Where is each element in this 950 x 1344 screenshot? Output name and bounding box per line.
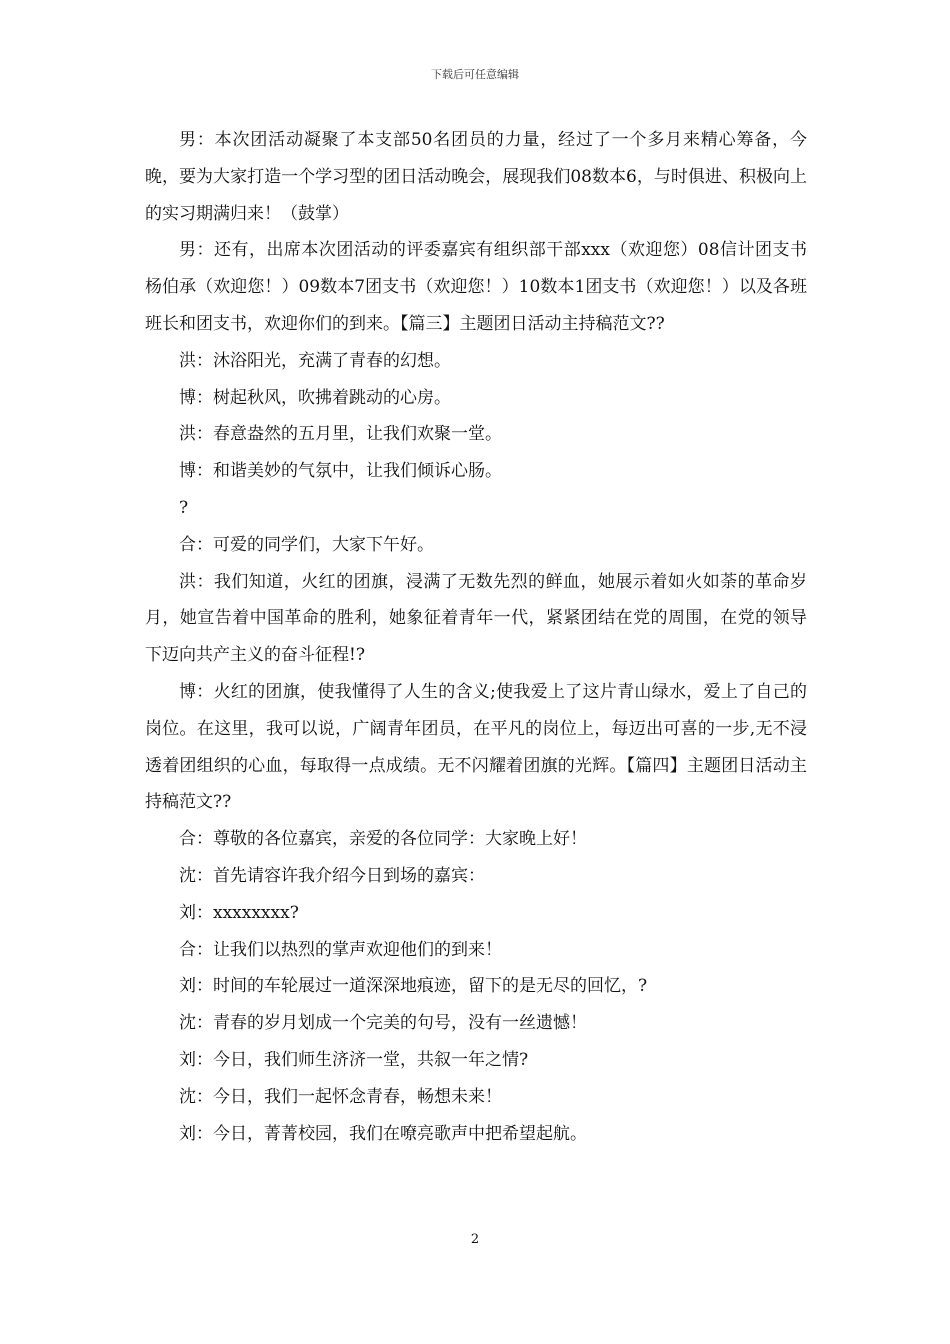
paragraph: 合：可爱的同学们，大家下午好。 <box>179 534 434 555</box>
paragraph: 博：和谐美妙的气氛中，让我们倾诉心肠。 <box>179 461 502 482</box>
page-number: 2 <box>470 1232 480 1247</box>
paragraph: 男：还有，出席本次团活动的评委嘉宾有组织部干部xxx（欢迎您）08信计团支书杨伯承（欢迎您！）09数本7团支书（欢迎您！）10数本1团支书（欢迎您！）以及各班班长和团支书，欢迎你们的到来。【篇三】主题团日活动主持稿范文?? <box>145 240 807 334</box>
paragraph: 刘：今日，菁菁校园，我们在嘹亮歌声中把希望起航。 <box>179 1123 587 1144</box>
paragraph: 刘：xxxxxxxx? <box>179 902 299 923</box>
paragraph: ? <box>179 497 189 518</box>
paragraph: 合：尊敬的各位嘉宾，亲爱的各位同学：大家晚上好！ <box>179 829 587 850</box>
paragraph: 刘：时间的车轮展过一道深深地痕迹，留下的是无尽的回忆，? <box>179 976 648 997</box>
document-body <box>145 122 807 1152</box>
paragraph: 合：让我们以热烈的掌声欢迎他们的到来！ <box>179 939 502 960</box>
paragraph: 沈：今日，我们一起怀念青春，畅想未来！ <box>179 1086 502 1107</box>
paragraph: 洪：春意盎然的五月里，让我们欢聚一堂。 <box>179 424 502 445</box>
paragraph: 男：本次团活动凝聚了本支部50名团员的力量，经过了一个多月来精心筹备，今晚，要为大家打造一个学习型的团日活动晚会，展现我们08数本6，与时俱进、积极向上的实习期满归来！（鼓掌） <box>145 130 807 224</box>
paragraph: 洪：沐浴阳光，充满了青春的幻想。 <box>179 350 451 371</box>
paragraph: 洪：我们知道，火红的团旗，浸满了无数先烈的鲜血，她展示着如火如荼的革命岁月，她宣告着中国革命的胜利，她象征着青年一代，紧紧团结在党的周围，在党的领导下迈向共产主义的奋斗征程!? <box>145 571 807 666</box>
paragraph: 博：火红的团旗，使我懂得了人生的含义;使我爱上了这片青山绿水，爱上了自己的岗位。在这里，我可以说，广阔青年团员，在平凡的岗位上，每迈出可喜的一步,无不浸透着团组织的心血，每取得一点成绩。无不闪耀着团旗的光辉。【篇四】主题团日活动主持稿范文?? <box>145 681 807 813</box>
paragraph: 刘：今日，我们师生济济一堂，共叙一年之情? <box>179 1049 529 1070</box>
page-header: 下载后可任意编辑 <box>431 68 519 81</box>
paragraph: 沈：青春的岁月划成一个完美的句号，没有一丝遗憾！ <box>179 1013 587 1034</box>
paragraph: 博：树起秋风，吹拂着跳动的心房。 <box>179 387 451 408</box>
paragraph: 沈：首先请容许我介绍今日到场的嘉宾： <box>179 865 485 886</box>
